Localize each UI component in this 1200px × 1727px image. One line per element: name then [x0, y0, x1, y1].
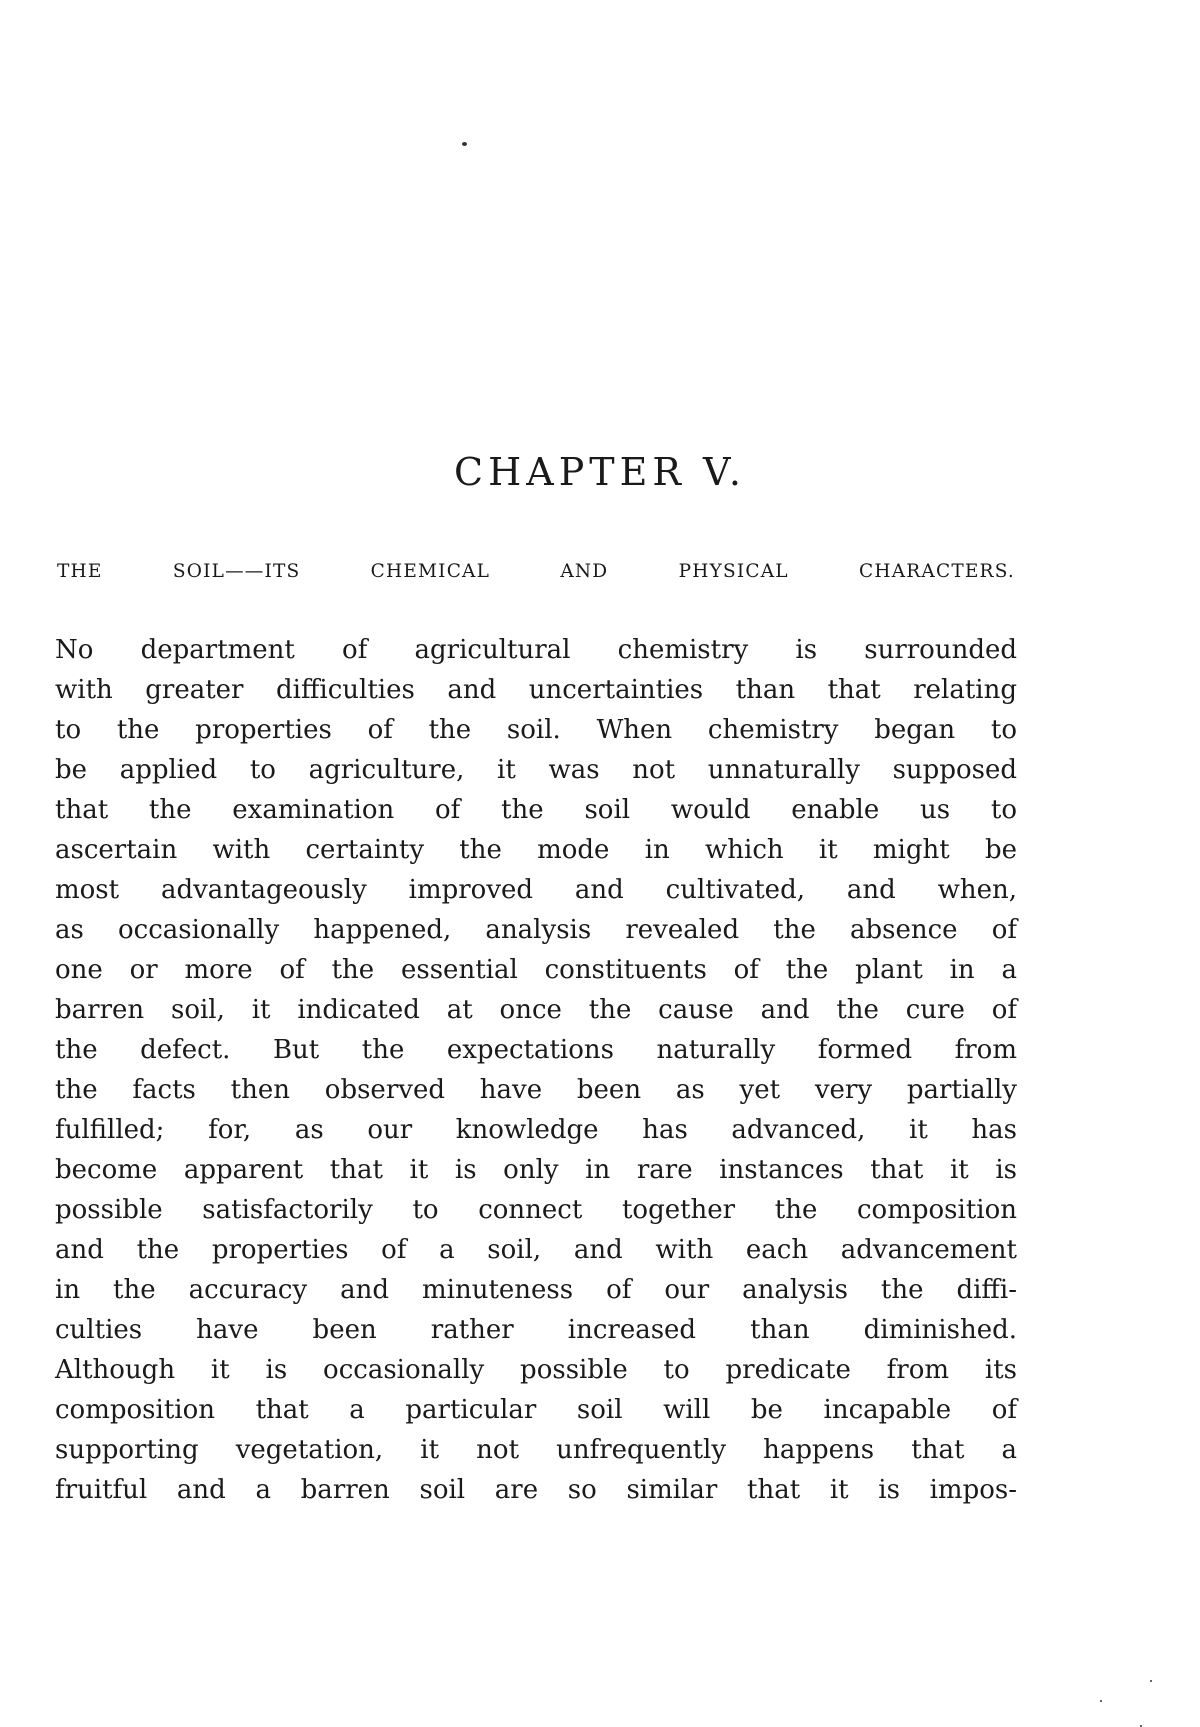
text-line: that the examination of the soil would enable us to	[55, 795, 1017, 825]
text-line: Although it is occasionally possible to predicate from its	[55, 1355, 1017, 1385]
text-line: culties have been rather increased than diminished.	[55, 1315, 1017, 1345]
text-line: composition that a particular soil will be incapable of	[55, 1395, 1017, 1425]
scan-speck	[462, 142, 467, 146]
text-line: No department of agricultural chemistry is surrounded	[55, 635, 1017, 665]
text-line: as occasionally happened, analysis revealed the absence of	[55, 915, 1017, 945]
text-line: supporting vegetation, it not unfrequently happens that a	[55, 1435, 1017, 1465]
text-line: and the properties of a soil, and with each advancement	[55, 1235, 1017, 1265]
text-line: the facts then observed have been as yet very partially	[55, 1075, 1017, 1105]
scan-speck	[1100, 1700, 1102, 1702]
chapter-subtitle: THE SOIL——ITS CHEMICAL AND PHYSICAL CHARACTERS.	[57, 561, 1015, 582]
text-line: in the accuracy and minuteness of our analysis the diffi-	[55, 1275, 1017, 1305]
text-line: with greater difficulties and uncertainties than that relating	[55, 675, 1017, 705]
text-line: possible satisfactorily to connect together the composition	[55, 1195, 1017, 1225]
text-line: the defect. But the expectations naturally formed from	[55, 1035, 1017, 1065]
chapter-title: CHAPTER V.	[454, 450, 746, 494]
text-line: one or more of the essential constituents of the plant in a	[55, 955, 1017, 985]
body-paragraph	[55, 630, 1017, 1510]
text-line: to the properties of the soil. When chemistry began to	[55, 715, 1017, 745]
text-line: be applied to agriculture, it was not unnaturally supposed	[55, 755, 1017, 785]
text-line: most advantageously improved and cultivated, and when,	[55, 875, 1017, 905]
text-line: fruitful and a barren soil are so similar that it is impos-	[55, 1475, 1017, 1505]
scan-speck	[1150, 1680, 1152, 1682]
text-line: fulfilled; for, as our knowledge has advanced, it has	[55, 1115, 1017, 1145]
text-line: become apparent that it is only in rare instances that it is	[55, 1155, 1017, 1185]
text-line: ascertain with certainty the mode in which it might be	[55, 835, 1017, 865]
text-line: barren soil, it indicated at once the cause and the cure of	[55, 995, 1017, 1025]
